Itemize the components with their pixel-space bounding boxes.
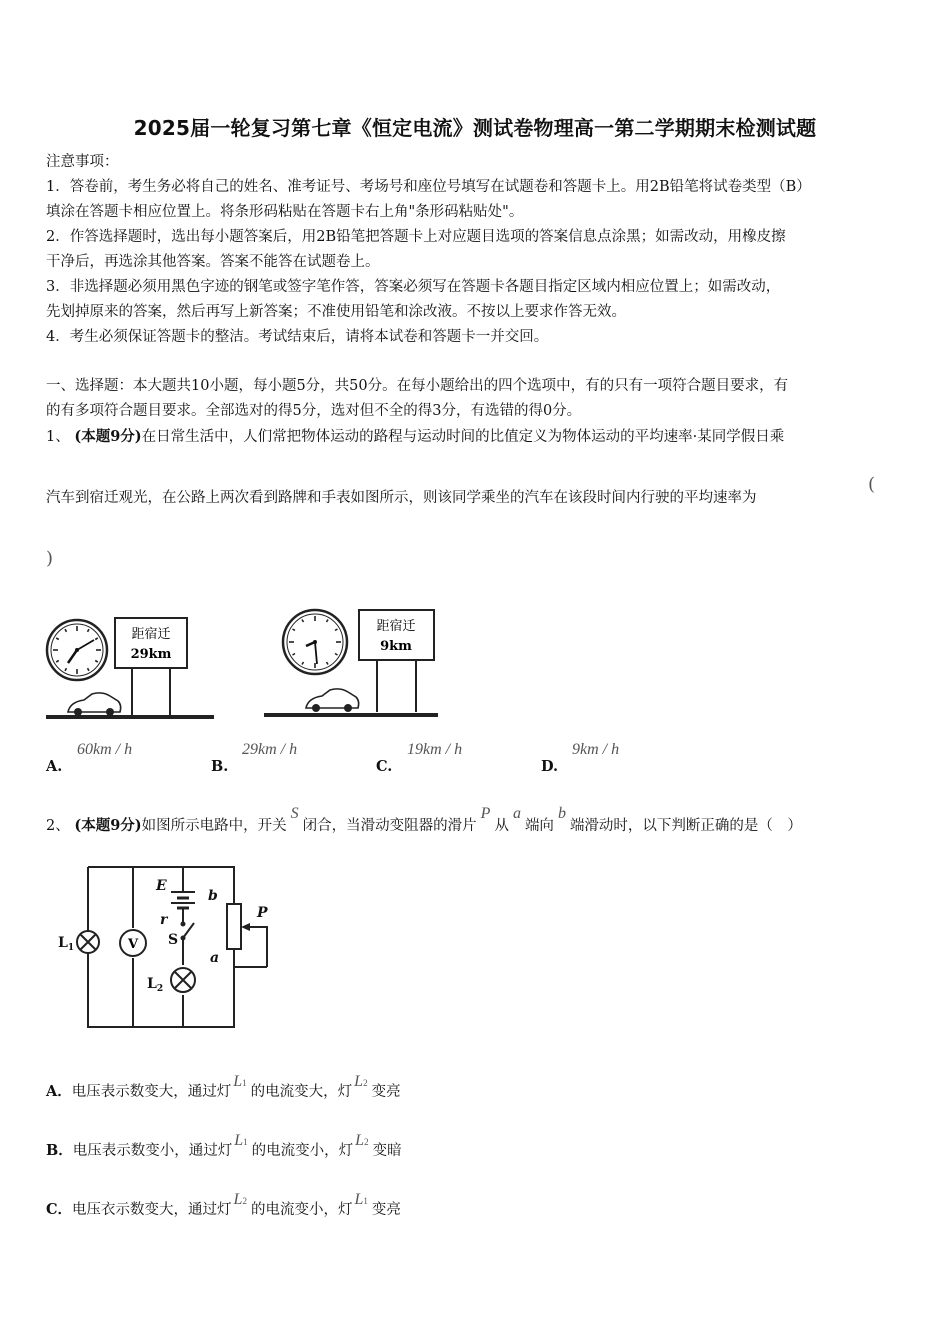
q1-option-a-label: A. bbox=[46, 758, 63, 775]
notice-heading: 注意事项： bbox=[46, 154, 119, 170]
q1-paren-open: ( bbox=[868, 474, 876, 495]
sign-2-line-1: 距宿迁 bbox=[376, 619, 416, 634]
notice-line-6: 先划掉原来的答案，然后再写上新答案；不准使用铅笔和涂改液。不按以上要求作答无效。 bbox=[46, 304, 626, 320]
q2-option-a bbox=[46, 1073, 401, 1106]
switch-icon bbox=[181, 922, 195, 941]
q2-option-c-symbol-1: L2 bbox=[233, 1191, 247, 1208]
q2-option-b bbox=[46, 1132, 402, 1165]
road-sign-2 bbox=[359, 610, 434, 712]
q1-figure-1 bbox=[44, 608, 219, 724]
sign-1-line-2: 29km bbox=[130, 647, 172, 662]
notice-line-4: 干净后，再选涂其他答案。答案不能答在试题卷上。 bbox=[46, 254, 380, 270]
q1-option-b-value: 29km / h bbox=[242, 741, 298, 758]
q2-option-a-symbol-2: L2 bbox=[354, 1073, 368, 1090]
q2-text-2: 闭合，当滑动变阻器的滑片 bbox=[302, 818, 477, 834]
q2-option-c-text-1: 电压衣示数变大，通过灯 bbox=[72, 1202, 232, 1218]
q2-text-5: 端滑动时，以下判断正确的是（ ） bbox=[569, 818, 802, 834]
q2-line bbox=[46, 805, 802, 839]
label-l1: $L_1$ bbox=[58, 935, 75, 953]
q2-text-4: 端向 bbox=[524, 818, 554, 834]
notice-line-2: 填涂在答题卡相应位置上。将条形码粘贴在答题卡右上角"条形码粘贴处"。 bbox=[46, 204, 524, 220]
q2-option-b-text-2: 的电流变小，灯 bbox=[251, 1143, 354, 1159]
label-b: b bbox=[208, 888, 218, 904]
road-line bbox=[46, 715, 214, 719]
voltmeter-icon bbox=[120, 930, 146, 956]
notice-line-5: 3．非选择题必须用黑色字迹的钢笔或签字笔作答，答案必须写在答题卡各题目指定区域内相应位置上；如需改动， bbox=[46, 279, 781, 295]
clock-icon bbox=[47, 620, 107, 680]
q1-option-c-value: 19km / h bbox=[407, 741, 463, 758]
rheostat-icon bbox=[227, 904, 250, 949]
label-s: S bbox=[168, 932, 179, 948]
label-r: r bbox=[160, 912, 168, 928]
q2-text-1: 如图所示电路中，开关 bbox=[141, 818, 287, 834]
q2-option-b-label: B． bbox=[46, 1142, 73, 1159]
clock-icon bbox=[283, 610, 347, 674]
q2-option-c-text-3: 变亮 bbox=[371, 1202, 401, 1218]
label-l2: $L_2$ bbox=[147, 976, 164, 994]
q2-circuit-diagram bbox=[44, 852, 284, 1052]
q2-option-a-label: A． bbox=[46, 1083, 72, 1100]
q2-symbol-p: P bbox=[480, 805, 491, 822]
section-line-2: 的有多项符合题目要求。全部选对的得5分，选对但不全的得3分，有选错的得0分。 bbox=[46, 403, 582, 419]
sign-2-line-2: 9km bbox=[380, 639, 412, 654]
q2-text-3: 从 bbox=[494, 818, 509, 834]
q1-figure-2 bbox=[262, 604, 442, 720]
q2-option-a-text-2: 的电流变大，灯 bbox=[250, 1084, 353, 1100]
battery-icon bbox=[171, 892, 195, 908]
lamp-l2-icon bbox=[171, 968, 195, 992]
section-line-1: 一、选择题：本大题共10小题，每小题5分，共50分。在每小题给出的四个选项中，有的只有一项符合题目要求，有 bbox=[46, 378, 789, 394]
voltmeter-label: V bbox=[127, 937, 139, 952]
q1-paren-close: ) bbox=[46, 548, 54, 569]
q1-option-c-label: C. bbox=[376, 758, 393, 775]
notice-line-1: 1．答卷前，考生务必将自己的姓名、准考证号、考场号和座位号填写在试题卷和答题卡上。用2B铅笔将试卷类型（B） bbox=[46, 179, 811, 195]
q2-option-c-symbol-2: L1 bbox=[354, 1191, 368, 1208]
q2-option-c-text-2: 的电流变小，灯 bbox=[250, 1202, 353, 1218]
page-title: 2025届一轮复习第七章《恒定电流》测试卷物理高一第二学期期末检测试题 bbox=[133, 116, 817, 140]
sign-1-line-1: 距宿迁 bbox=[131, 627, 171, 642]
notice-line-3: 2．作答选择题时，选出每小题答案后，用2B铅笔把答题卡上对应题目选项的答案信息点涂黑；如需改动，用橡皮擦 bbox=[46, 229, 786, 245]
q1-option-b-label: B. bbox=[211, 758, 229, 775]
q2-option-c bbox=[46, 1191, 401, 1224]
q1-number: 1、 bbox=[46, 429, 70, 445]
q1-option-d-value: 9km / h bbox=[572, 741, 620, 758]
label-e: E bbox=[156, 878, 167, 894]
q1-text-2: 汽车到宿迁观光，在公路上两次看到路牌和手表如图所示，则该同学乘坐的汽车在该段时间内行驶的平均速率为 bbox=[46, 490, 757, 506]
q2-number: 2、 bbox=[46, 818, 70, 834]
q2-option-a-text-1: 电压表示数变大，通过灯 bbox=[71, 1084, 232, 1100]
label-a: a bbox=[210, 950, 220, 966]
q2-symbol-b: b bbox=[557, 805, 566, 822]
label-p: P bbox=[257, 905, 268, 921]
q2-option-c-label: C． bbox=[46, 1201, 73, 1218]
q2-symbol-a: a bbox=[512, 805, 521, 822]
car-icon bbox=[306, 689, 359, 712]
q2-symbol-s: S bbox=[290, 805, 299, 822]
q2-score: (本题9分) bbox=[74, 817, 142, 834]
q1-option-d-label: D. bbox=[541, 758, 559, 775]
q1-option-a-value: 60km / h bbox=[77, 741, 133, 758]
q1-score: (本题9分) bbox=[74, 428, 142, 445]
q2-option-b-symbol-1: L1 bbox=[234, 1132, 248, 1149]
road-sign-1 bbox=[115, 618, 187, 716]
q2-option-a-symbol-1: L1 bbox=[233, 1073, 247, 1090]
q2-option-b-text-3: 变暗 bbox=[372, 1143, 402, 1159]
car-icon bbox=[68, 693, 121, 716]
q2-option-b-text-1: 电压表示数变小，通过灯 bbox=[72, 1143, 233, 1159]
q1-text-1: 在日常生活中，人们常把物体运动的路程与运动时间的比值定义为物体运动的平均速率·某同学假日乘 bbox=[141, 429, 785, 445]
q1-line-1 bbox=[46, 424, 784, 450]
notice-line-7: 4．考生必须保证答题卡的整洁。考试结束后，请将本试卷和答题卡一并交回。 bbox=[46, 329, 549, 345]
q2-option-a-text-3: 变亮 bbox=[371, 1084, 401, 1100]
lamp-l1-icon bbox=[77, 931, 99, 953]
q2-option-b-symbol-2: L2 bbox=[355, 1132, 369, 1149]
road-line bbox=[264, 713, 438, 717]
